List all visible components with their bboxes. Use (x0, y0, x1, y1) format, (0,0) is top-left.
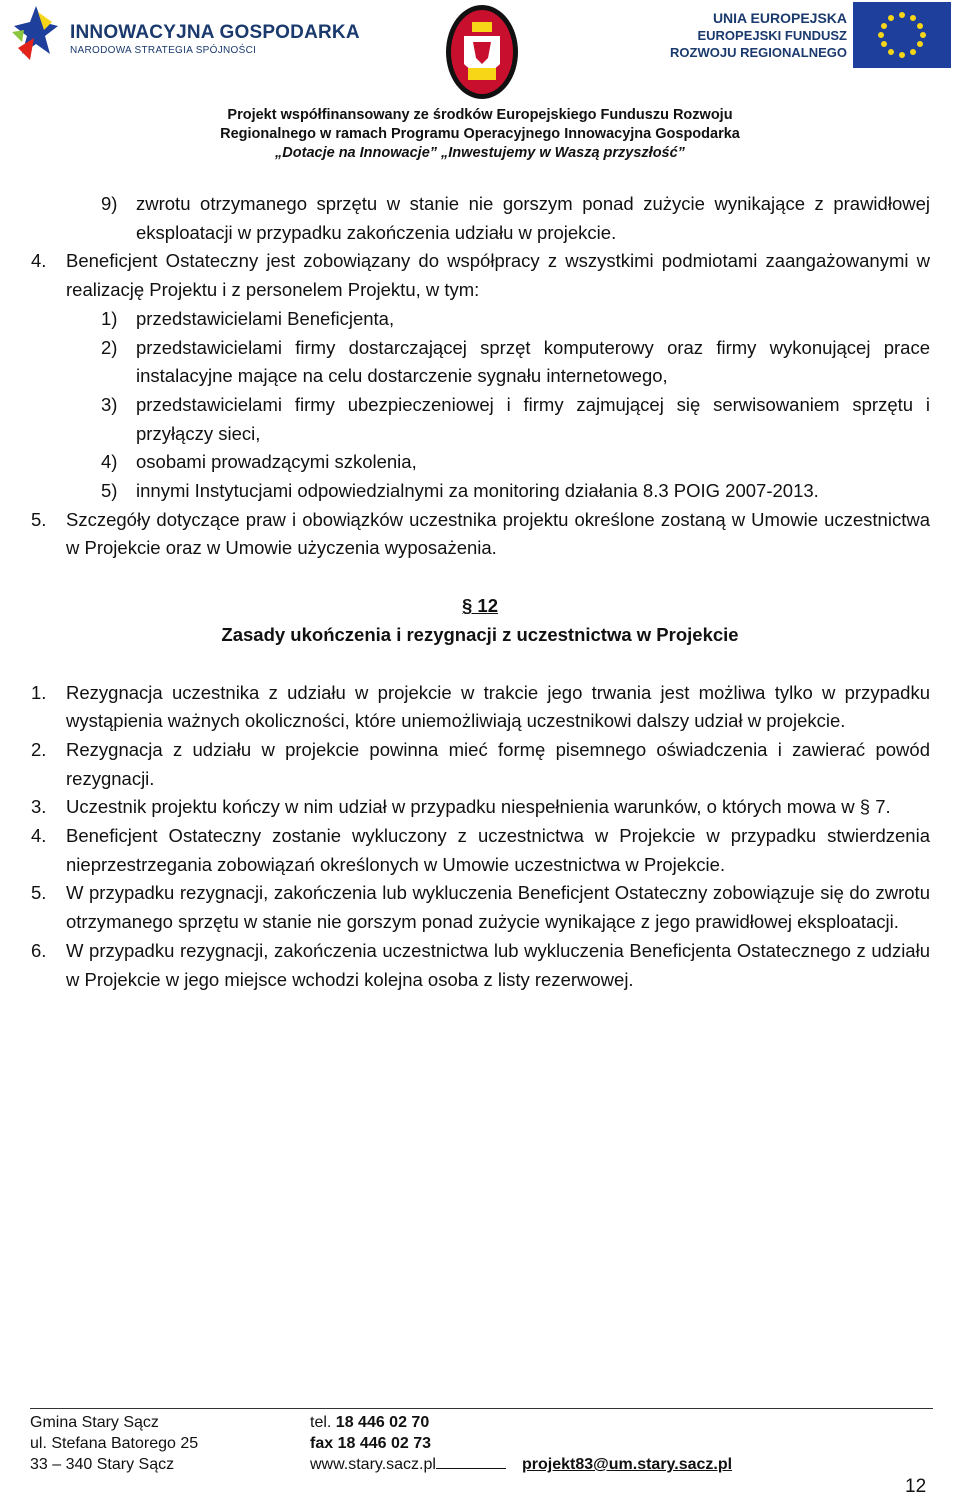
list-text: zwrotu otrzymanego sprzętu w stanie nie gorszym ponad zużycie wynikające z prawidłowej eksploatacji w przypadku zakończenia udziału w projekcie. (136, 193, 930, 243)
ig-star-icon (8, 2, 64, 68)
footer-org: Gmina Stary Sącz (30, 1414, 159, 1431)
list-text: Beneficjent Ostateczny jest zobowiązany do współpracy z wszystkimi podmiotami zaangażowanymi w realizację Projektu i z personelem Projektu, w tym: (66, 250, 930, 301)
list-text: przedstawicielami firmy ubezpieczeniowej i firmy zajmującej się serwisowaniem sprzętu i przyłączy sieci, (136, 393, 930, 444)
footer-tel (310, 1412, 506, 1433)
list-number: 5. (31, 882, 47, 904)
section-item-1 (0, 679, 960, 736)
list-number: 2) (101, 336, 118, 358)
footer-fax: fax 18 446 02 73 (310, 1435, 431, 1452)
spacer (0, 650, 960, 679)
list-number: 3) (101, 393, 118, 415)
list-number: 5. (31, 508, 47, 530)
list-text: osobami prowadzącymi szkolenia, (136, 451, 417, 473)
list-text: Szczegóły dotyczące praw i obowiązków uczestnika projektu określone zostaną w Umowie uczestnictwa w Projekcie oraz w Umowie użyczenia wyposażenia. (66, 508, 930, 559)
footer-address (30, 1412, 198, 1475)
eu-text (670, 10, 847, 61)
stary-sacz-crest-icon (443, 2, 521, 102)
section-sign (30, 592, 930, 621)
list-text: Uczestnik projektu kończy w nim udział w przypadku niespełnienia warunków, o których mowa w § 7. (66, 796, 891, 818)
list-text: przedstawicielami firmy dostarczającej sprzęt komputerowy oraz firmy wykonującej prace instalacyjne mające na celu dostarczenie sygnału internetowego, (136, 336, 930, 387)
list-number: 3. (31, 796, 47, 818)
section-title: Zasady ukończenia i rezygnacji z uczestnictwa w Projekcie (221, 623, 739, 645)
list-text: Rezygnacja uczestnika z udziału w projekcie w trakcie jego trwania jest możliwa tylko w przypadku wystąpienia ważnych okoliczności, które uniemożliwiają uczestnikowi dalszy udział w projekcie. (66, 681, 930, 732)
ig-subtitle: NARODOWA STRATEGIA SPÓJNOŚCI (70, 45, 257, 56)
list-text: przedstawicielami Beneficjenta, (136, 307, 395, 329)
section-number: § 12 (461, 595, 498, 617)
section-item-6 (0, 937, 960, 994)
list-number: 9) (101, 193, 118, 214)
list-number: 4. (31, 250, 47, 272)
list-item-9 (0, 190, 960, 247)
page-number: 12 (905, 1476, 927, 1497)
list-text: innymi Instytucjami odpowiedzialnymi za monitoring działania 8.3 POIG 2007-2013. (136, 480, 819, 502)
eu-line2: EUROPEJSKI FUNDUSZ (697, 28, 847, 43)
footer-email-link[interactable]: projekt83@um.stary.sacz.pl (522, 1456, 733, 1473)
list-text: W przypadku rezygnacji, zakończenia uczestnictwa lub wykluczenia Beneficjenta Ostatecznego z udziału w Projekcie w jego miejsce wchodzi kolejna osoba z listy rezerwowej. (66, 939, 930, 990)
paragraph-4 (0, 247, 960, 304)
sub-item-3 (0, 391, 960, 448)
footer-contact (310, 1412, 506, 1475)
section-item-5 (0, 879, 960, 936)
footer-street: ul. Stefana Batorego 25 (30, 1435, 199, 1452)
page-footer (0, 1408, 960, 1498)
footer-www-row (310, 1454, 506, 1475)
sub-item-5 (0, 477, 960, 506)
tel-number: 18 446 02 70 (335, 1414, 430, 1431)
eu-flag-icon (853, 2, 951, 68)
list-text: Beneficjent Ostateczny zostanie wykluczony z uczestnictwa w Projekcie w przypadku stwierdzenia nieprzestrzegania zobowiązań określonych w Umowie uczestnictwa w Projekcie. (66, 825, 930, 875)
eu-logo (670, 2, 955, 68)
paragraph-5 (0, 506, 960, 563)
tel-label: tel. (310, 1414, 332, 1431)
footer-divider (30, 1408, 933, 1409)
project-line-2: Regionalnego w ramach Programu Operacyjnego Innowacyjna Gospodarka (220, 126, 740, 142)
footer-city: 33 – 340 Stary Sącz (30, 1456, 175, 1473)
document-body (0, 190, 960, 994)
section-item-3 (0, 793, 960, 822)
eu-line1: UNIA EUROPEJSKA (712, 10, 847, 26)
sub-item-1 (0, 305, 960, 334)
eu-line3: ROZWOJU REGIONALNEGO (670, 45, 847, 60)
section-item-2 (0, 736, 960, 793)
list-number: 6. (31, 939, 47, 961)
project-line-1: Projekt współfinansowany ze środków Europejskiego Funduszu Rozwoju (227, 107, 733, 123)
list-number: 2. (31, 738, 47, 760)
list-text: Rezygnacja z udziału w projekcie powinna mieć formę pisemnego oświadczenia i zawierać powód rezygnacji. (66, 738, 930, 789)
list-text: W przypadku rezygnacji, zakończenia lub wykluczenia Beneficjent Ostateczny zobowiązuje się do zwrotu otrzymanego sprzętu w stanie nie gorszym ponad zużycie wynikające z jego prawidłowej eksploatacji. (66, 882, 930, 933)
section-item-4 (0, 822, 960, 879)
spacer (0, 563, 960, 592)
list-number: 1. (31, 681, 47, 703)
project-line-3: „Dotacje na Innowacje” „Inwestujemy w Waszą przyszłość” (275, 145, 685, 161)
innowacyjna-gospodarka-logo (8, 2, 360, 68)
sub-item-2 (0, 334, 960, 391)
list-number: 4) (101, 451, 118, 473)
list-number: 5) (101, 480, 118, 502)
ig-title: INNOWACYJNA GOSPODARKA (70, 22, 360, 43)
list-number: 1) (101, 307, 118, 329)
link-underline (436, 1454, 506, 1469)
page-header (0, 0, 960, 170)
list-number: 4. (31, 825, 47, 847)
footer-www-link[interactable]: www.stary.sacz.pl (310, 1456, 436, 1473)
sub-item-4 (0, 448, 960, 477)
